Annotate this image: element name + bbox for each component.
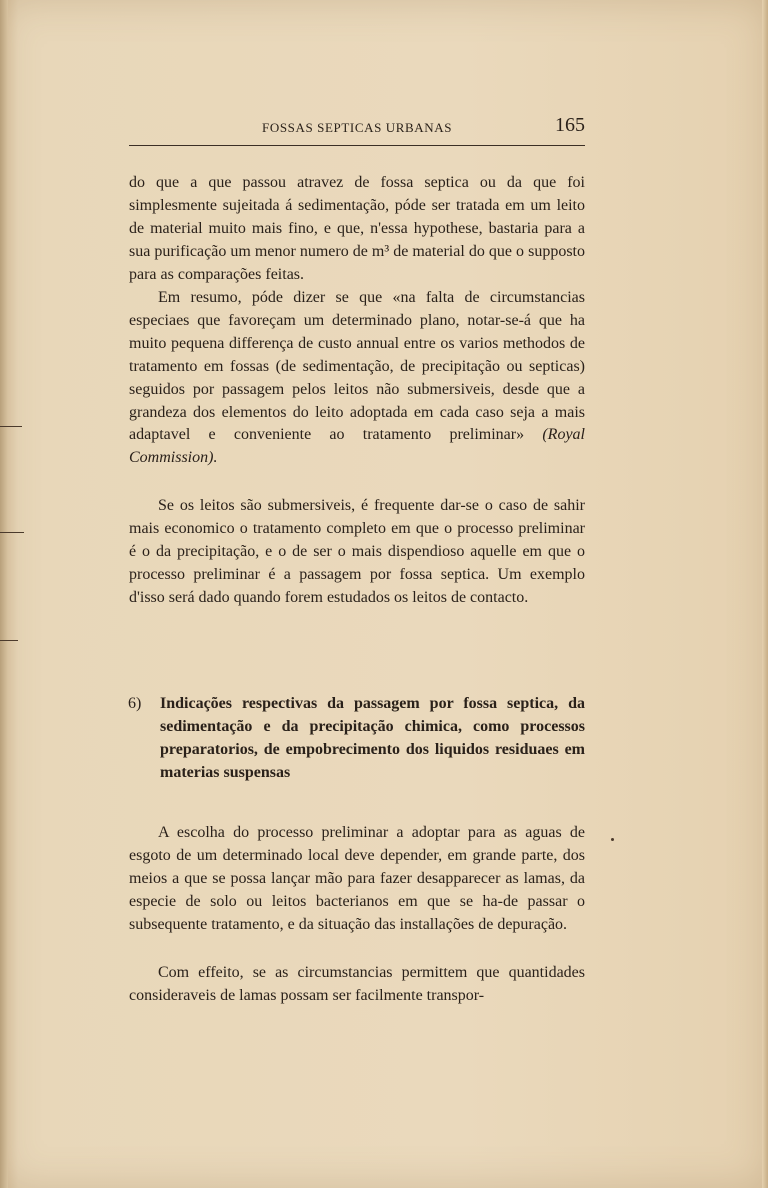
paragraph-continuation [129,172,585,287]
paragraph-process-choice [129,822,585,937]
paragraph-summary [129,287,585,470]
paragraph-continuing [129,962,585,1008]
citation: (Royal Commission). [129,426,585,467]
running-head: FOSSAS SEPTICAS URBANAS [262,120,453,135]
header-rule [129,145,585,146]
paragraph-text: Com effeito, se as circumstancias permittem que quantidades consideraveis de lamas possam ser facilmente transpor- [129,964,585,1004]
page-spine-edge [0,0,8,1188]
margin-mark [0,532,24,533]
paragraph-submersible-beds [129,495,585,610]
summary-quote: Em resumo, póde dizer se que «na falta de circumstancias especiaes que favoreçam um determinado plano, notar-se-á que ha muito pequena differença de custo annual entre os varios methodos de tratamento em fossas (de sedimentação, de precipitação ou septicas) seguidos por passagem pelos leitos não submersiveis, desde que a grandeza dos elementos do leito adoptada em cada caso seja a mais adaptavel e conveniente ao tratamento preliminar» [129,289,585,444]
paragraph-text: do que a que passou atravez de fossa septica ou da que foi simplesmente sujeitada á sedimentação, póde ser tratada em um leito de material muito mais fino, e que, n'essa hypothese, bastaria para a sua purificação um menor numero de m³ de material do que o supposto para as comparações feitas. [129,174,585,283]
paragraph-text-with-citation [129,287,585,470]
margin-mark [0,640,18,641]
paragraph-text: A escolha do processo preliminar a adoptar para as aguas de esgoto de um determinado local deve depender, em grande parte, dos meios a que se possa lançar mão para fazer desapparecer as lamas, da especie de solo ou leitos bacterianos em que se ha-de passar o subsequente tratamento, e da situação das installações de depuração. [129,824,585,933]
section-number: 6) [128,695,142,712]
page-number: 165 [555,114,585,136]
ink-speck [611,838,614,841]
section-heading [128,692,585,784]
section-title: Indicações respectivas da passagem por fossa septica, da sedimentação e da precipitação chimica, como processos preparatorios, de empobrecimento dos liquidos residuaes em materias suspensas [160,695,585,781]
page-right-edge [762,0,768,1188]
page-header [129,112,585,146]
paragraph-text: Se os leitos são submersiveis, é frequente dar-se o caso de sahir mais economico o tratamento completo em que o processo preliminar é o da precipitação, e o de ser o mais dispendioso aquelle em que o processo preliminar é a passagem por fossa septica. Um exemplo d'isso será dado quando forem estudados os leitos de contacto. [129,497,585,606]
margin-mark [0,426,22,427]
